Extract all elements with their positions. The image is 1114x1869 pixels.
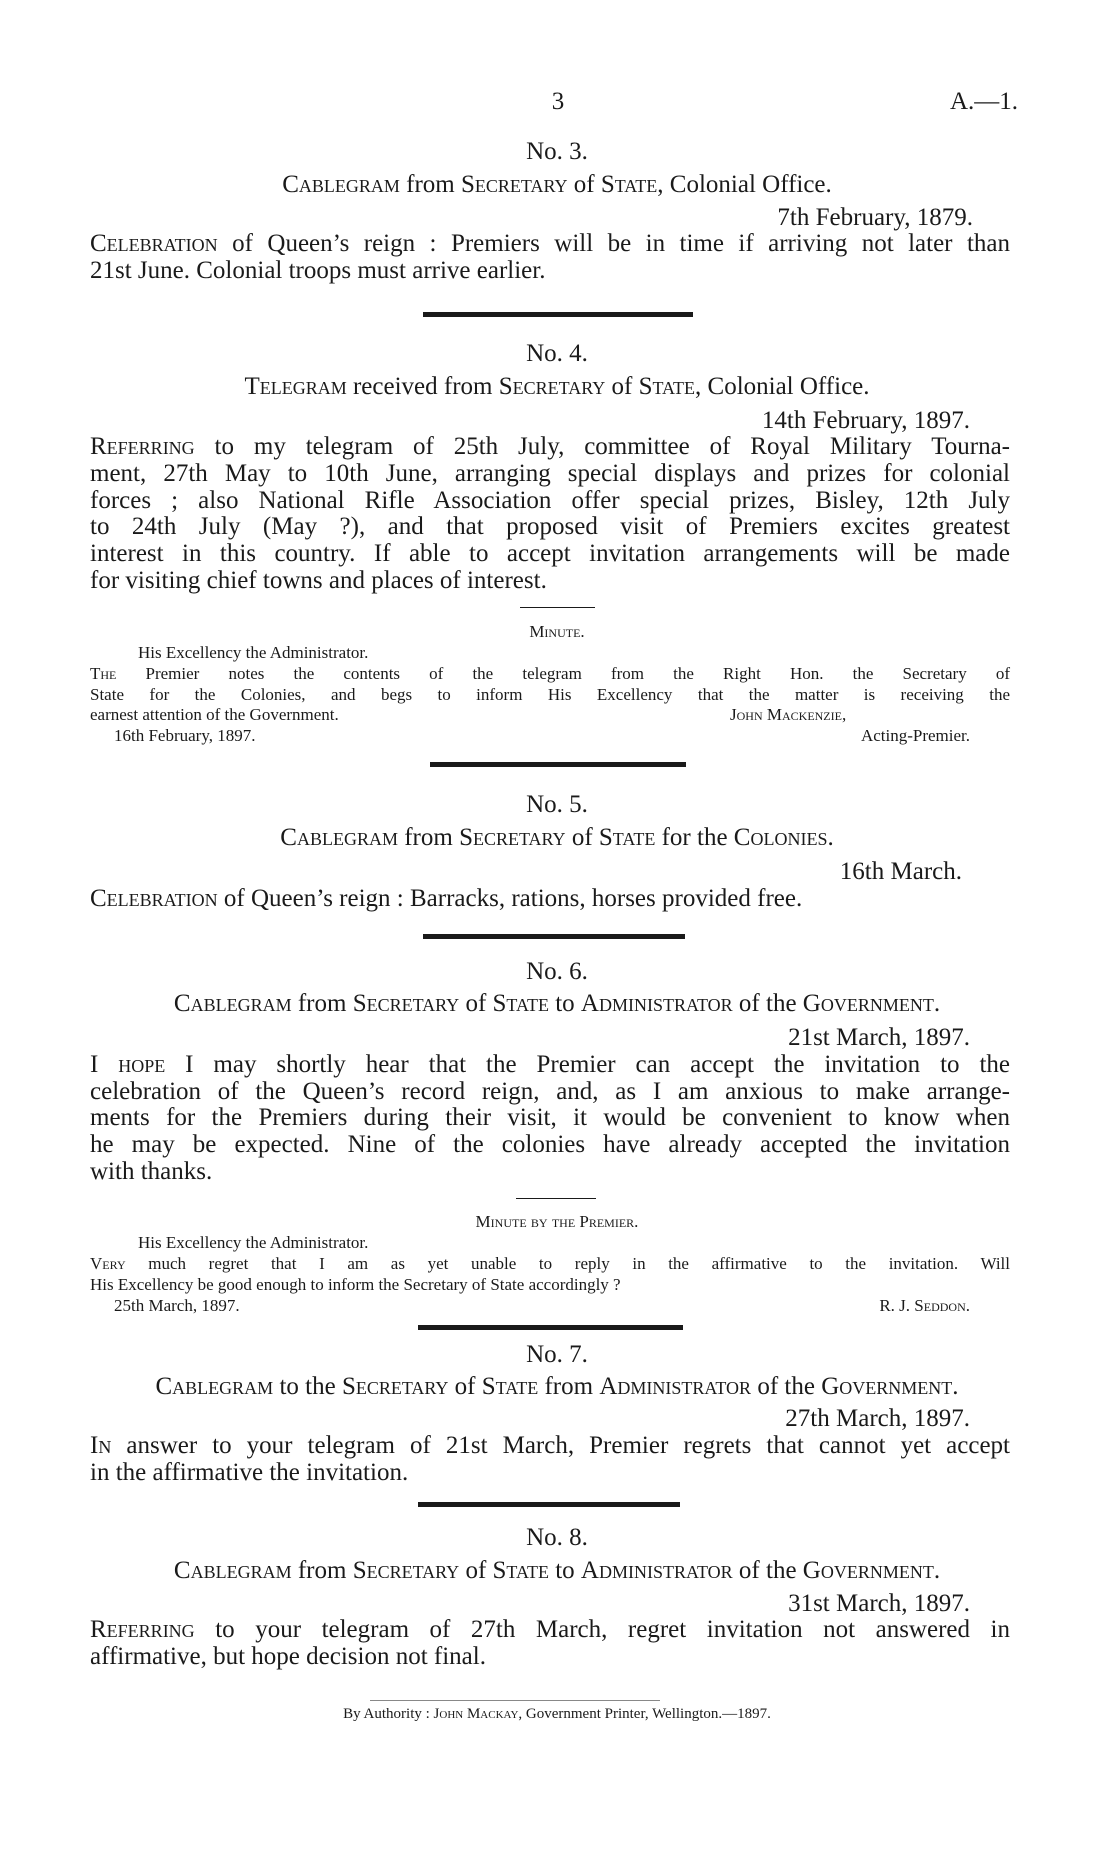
heading-word: to xyxy=(548,990,581,1017)
section-4-minute-line-2: State for the Colonies, and begs to inform His Excellency that the matter is receiving the xyxy=(90,685,1010,704)
heading-word: from xyxy=(399,171,462,198)
section-6-minute-title xyxy=(0,1212,1114,1231)
paragraph-text: answer to your telegram of 21st March, Premier regrets that cannot yet accept xyxy=(111,1432,1010,1459)
heading-word: of xyxy=(448,1373,482,1400)
heading-word: Cablegram xyxy=(173,990,292,1017)
section-4-heading xyxy=(0,373,1114,400)
section-5-number: No. 5. xyxy=(526,791,588,818)
section-5-date: 16th March. xyxy=(839,858,962,885)
heading-word: Secretary xyxy=(459,824,566,851)
section-6-minute-addressee: His Excellency the Administrator. xyxy=(138,1233,369,1252)
heading-word: Government xyxy=(802,990,934,1017)
heading-word: Administrator xyxy=(580,1557,733,1584)
section-8-date: 31st March, 1897. xyxy=(788,1590,970,1617)
section-divider xyxy=(423,934,685,939)
heading-word: to xyxy=(548,1557,581,1584)
section-5-heading xyxy=(0,824,1114,851)
heading-word: of the xyxy=(751,1373,822,1400)
heading-word: Government xyxy=(821,1373,953,1400)
section-4-line-4: to 24th July (May ?), and that proposed visit of Premiers excites greatest xyxy=(90,513,1010,540)
heading-word: Colonies xyxy=(733,824,828,851)
imprint-printer: John Mackay xyxy=(433,1706,519,1722)
section-divider xyxy=(430,762,686,767)
page-number: 3 xyxy=(551,88,565,115)
section-3-line-2: 21st June. Colonial troops must arrive earlier. xyxy=(90,257,546,284)
heading-word: received from xyxy=(346,373,499,400)
heading-word: , Colonial Office. xyxy=(695,373,870,400)
footer-divider xyxy=(370,1700,660,1701)
heading-word: Secretary xyxy=(352,990,460,1017)
section-4-line-2: ment, 27th May to 10th June, arranging special displays and prizes for colonial xyxy=(90,460,1010,487)
heading-word: . xyxy=(933,1557,941,1584)
section-4-line-1 xyxy=(90,433,1010,460)
heading-word: Cablegram xyxy=(155,1373,274,1400)
heading-word: State xyxy=(492,990,549,1017)
section-4-line-5: interest in this country. If able to accept invitation arrangements will be made xyxy=(90,540,1010,567)
section-4-minute-title xyxy=(0,622,1114,641)
heading-word: Secretary xyxy=(498,373,606,400)
section-8-number: No. 8. xyxy=(526,1524,588,1551)
heading-word: . xyxy=(952,1373,959,1400)
heading-word: from xyxy=(397,824,460,851)
section-6-minute-line-1 xyxy=(90,1254,1010,1273)
section-7-line-1 xyxy=(90,1432,1010,1459)
heading-word: of xyxy=(605,373,639,400)
heading-word: from xyxy=(291,1557,353,1584)
paragraph-lead: Referring xyxy=(90,433,195,460)
paragraph-lead: In xyxy=(90,1432,112,1459)
paragraph-lead: Celebration xyxy=(90,230,218,257)
paragraph-lead: Celebration xyxy=(90,885,218,912)
heading-word: State xyxy=(481,1373,539,1400)
paragraph-lead: Very xyxy=(90,1254,126,1273)
section-7-heading xyxy=(0,1373,1114,1400)
section-4-minute-role: Acting-Premier. xyxy=(860,726,970,745)
heading-word: to the xyxy=(273,1373,342,1400)
section-6-line-2: celebration of the Queen’s record reign, and, as I am anxious to make arrange- xyxy=(90,1078,1010,1105)
paragraph-lead: I xyxy=(90,1051,99,1078)
heading-word: Administrator xyxy=(580,990,733,1017)
section-8-line-1 xyxy=(90,1616,1010,1643)
section-8-line-2: affirmative, but hope decision not final. xyxy=(90,1643,486,1670)
paragraph-text: Premier notes the contents of the telegram from the Right Hon. the Secretary of xyxy=(116,664,1010,683)
heading-word: State xyxy=(492,1557,549,1584)
heading-word: of xyxy=(459,990,493,1017)
paragraph-text: of Queen’s reign : Premiers will be in time if arriving not later than xyxy=(217,230,1010,257)
paragraph-lead: Referring xyxy=(90,1616,195,1643)
heading-word: , Colonial Office. xyxy=(657,171,832,198)
imprint-text: By Authority : xyxy=(343,1706,434,1722)
section-4-minute-line-1 xyxy=(90,664,1010,683)
section-3-heading xyxy=(0,171,1114,198)
heading-word: . xyxy=(827,824,834,851)
section-4-minute-date: 16th February, 1897. xyxy=(114,726,256,745)
minute-title-text: Minute. xyxy=(529,622,585,641)
heading-word: Secretary xyxy=(461,171,568,198)
section-5-line-1 xyxy=(90,885,802,912)
section-3-date: 7th February, 1879. xyxy=(777,204,973,231)
heading-word: for the xyxy=(655,824,734,851)
heading-word: State xyxy=(598,824,656,851)
section-4-number: No. 4. xyxy=(526,340,588,367)
heading-word: of xyxy=(565,824,599,851)
paragraph-text: to your telegram of 27th March, regret invitation not answered in xyxy=(194,1616,1010,1643)
section-6-minute-line-2: His Excellency be good enough to inform the Secretary of State accordingly ? xyxy=(90,1275,621,1294)
section-6-line-1 xyxy=(90,1051,1010,1078)
section-7-date: 27th March, 1897. xyxy=(785,1405,970,1432)
section-6-date: 21st March, 1897. xyxy=(788,1024,970,1051)
heading-word: Cablegram xyxy=(173,1557,292,1584)
section-8-heading xyxy=(0,1557,1114,1584)
heading-word: of xyxy=(567,171,601,198)
section-4-line-6: for visiting chief towns and places of interest. xyxy=(90,567,547,594)
heading-word: Cablegram xyxy=(282,171,400,198)
section-6-line-4: he may be expected. Nine of the colonies have already accepted the invitation xyxy=(90,1131,1010,1158)
heading-word: Secretary xyxy=(341,1373,449,1400)
heading-word: Administrator xyxy=(599,1373,752,1400)
paragraph-lead: hope xyxy=(98,1051,166,1078)
paragraph-text: of Queen’s reign : Barracks, rations, horses provided free. xyxy=(217,885,803,912)
heading-word: of the xyxy=(732,1557,803,1584)
paragraph-text: I may shortly hear that the Premier can accept the invitation to the xyxy=(165,1051,1010,1078)
paragraph-text: to my telegram of 25th July, committee of Royal Military Tourna- xyxy=(194,433,1010,460)
heading-word: of the xyxy=(732,990,803,1017)
imprint-text: , Government Printer, Wellington.—1897. xyxy=(518,1706,771,1722)
section-divider xyxy=(418,1502,680,1507)
heading-word: Secretary xyxy=(352,1557,460,1584)
section-6-line-5: with thanks. xyxy=(90,1158,213,1185)
section-6-number: No. 6. xyxy=(526,958,588,985)
paragraph-text: much regret that I am as yet unable to reply in the affirmative to the invitation. Will xyxy=(125,1254,1010,1273)
section-divider xyxy=(418,1325,683,1330)
heading-word: Government xyxy=(802,1557,934,1584)
heading-word: of xyxy=(459,1557,493,1584)
section-divider xyxy=(423,312,693,317)
section-4-minute-addressee: His Excellency the Administrator. xyxy=(138,643,369,662)
section-3-line-1 xyxy=(90,230,1010,257)
minute-divider xyxy=(520,607,595,608)
section-6-heading xyxy=(0,990,1114,1017)
section-6-minute-signature: R. J. Seddon. xyxy=(879,1296,970,1315)
heading-word: . xyxy=(933,990,941,1017)
heading-word: Telegram xyxy=(244,373,347,400)
printer-imprint xyxy=(0,1705,1114,1724)
minute-divider xyxy=(516,1198,596,1199)
section-4-minute-signature: John Mackenzie, xyxy=(730,705,847,724)
section-7-number: No. 7. xyxy=(526,1341,588,1368)
heading-word: from xyxy=(538,1373,600,1400)
section-4-date: 14th February, 1897. xyxy=(761,407,970,434)
paragraph-lead: The xyxy=(90,664,117,683)
section-6-minute-date: 25th March, 1897. xyxy=(114,1296,240,1315)
minute-title-text: Minute by the Premier. xyxy=(475,1212,639,1231)
section-4-line-3: forces ; also National Rifle Association offer special prizes, Bisley, 12th July xyxy=(90,487,1010,514)
heading-word: State xyxy=(638,373,696,400)
section-4-minute-line-3: earnest attention of the Government. xyxy=(90,705,339,724)
heading-word: Cablegram xyxy=(280,824,398,851)
heading-word: State xyxy=(600,171,658,198)
section-6-line-3: ments for the Premiers during their visit, it would be convenient to know when xyxy=(90,1104,1010,1131)
section-3-number: No. 3. xyxy=(526,138,588,165)
document-reference: A.—1. xyxy=(949,88,1018,115)
section-7-line-2: in the affirmative the invitation. xyxy=(90,1459,409,1486)
heading-word: from xyxy=(291,990,353,1017)
